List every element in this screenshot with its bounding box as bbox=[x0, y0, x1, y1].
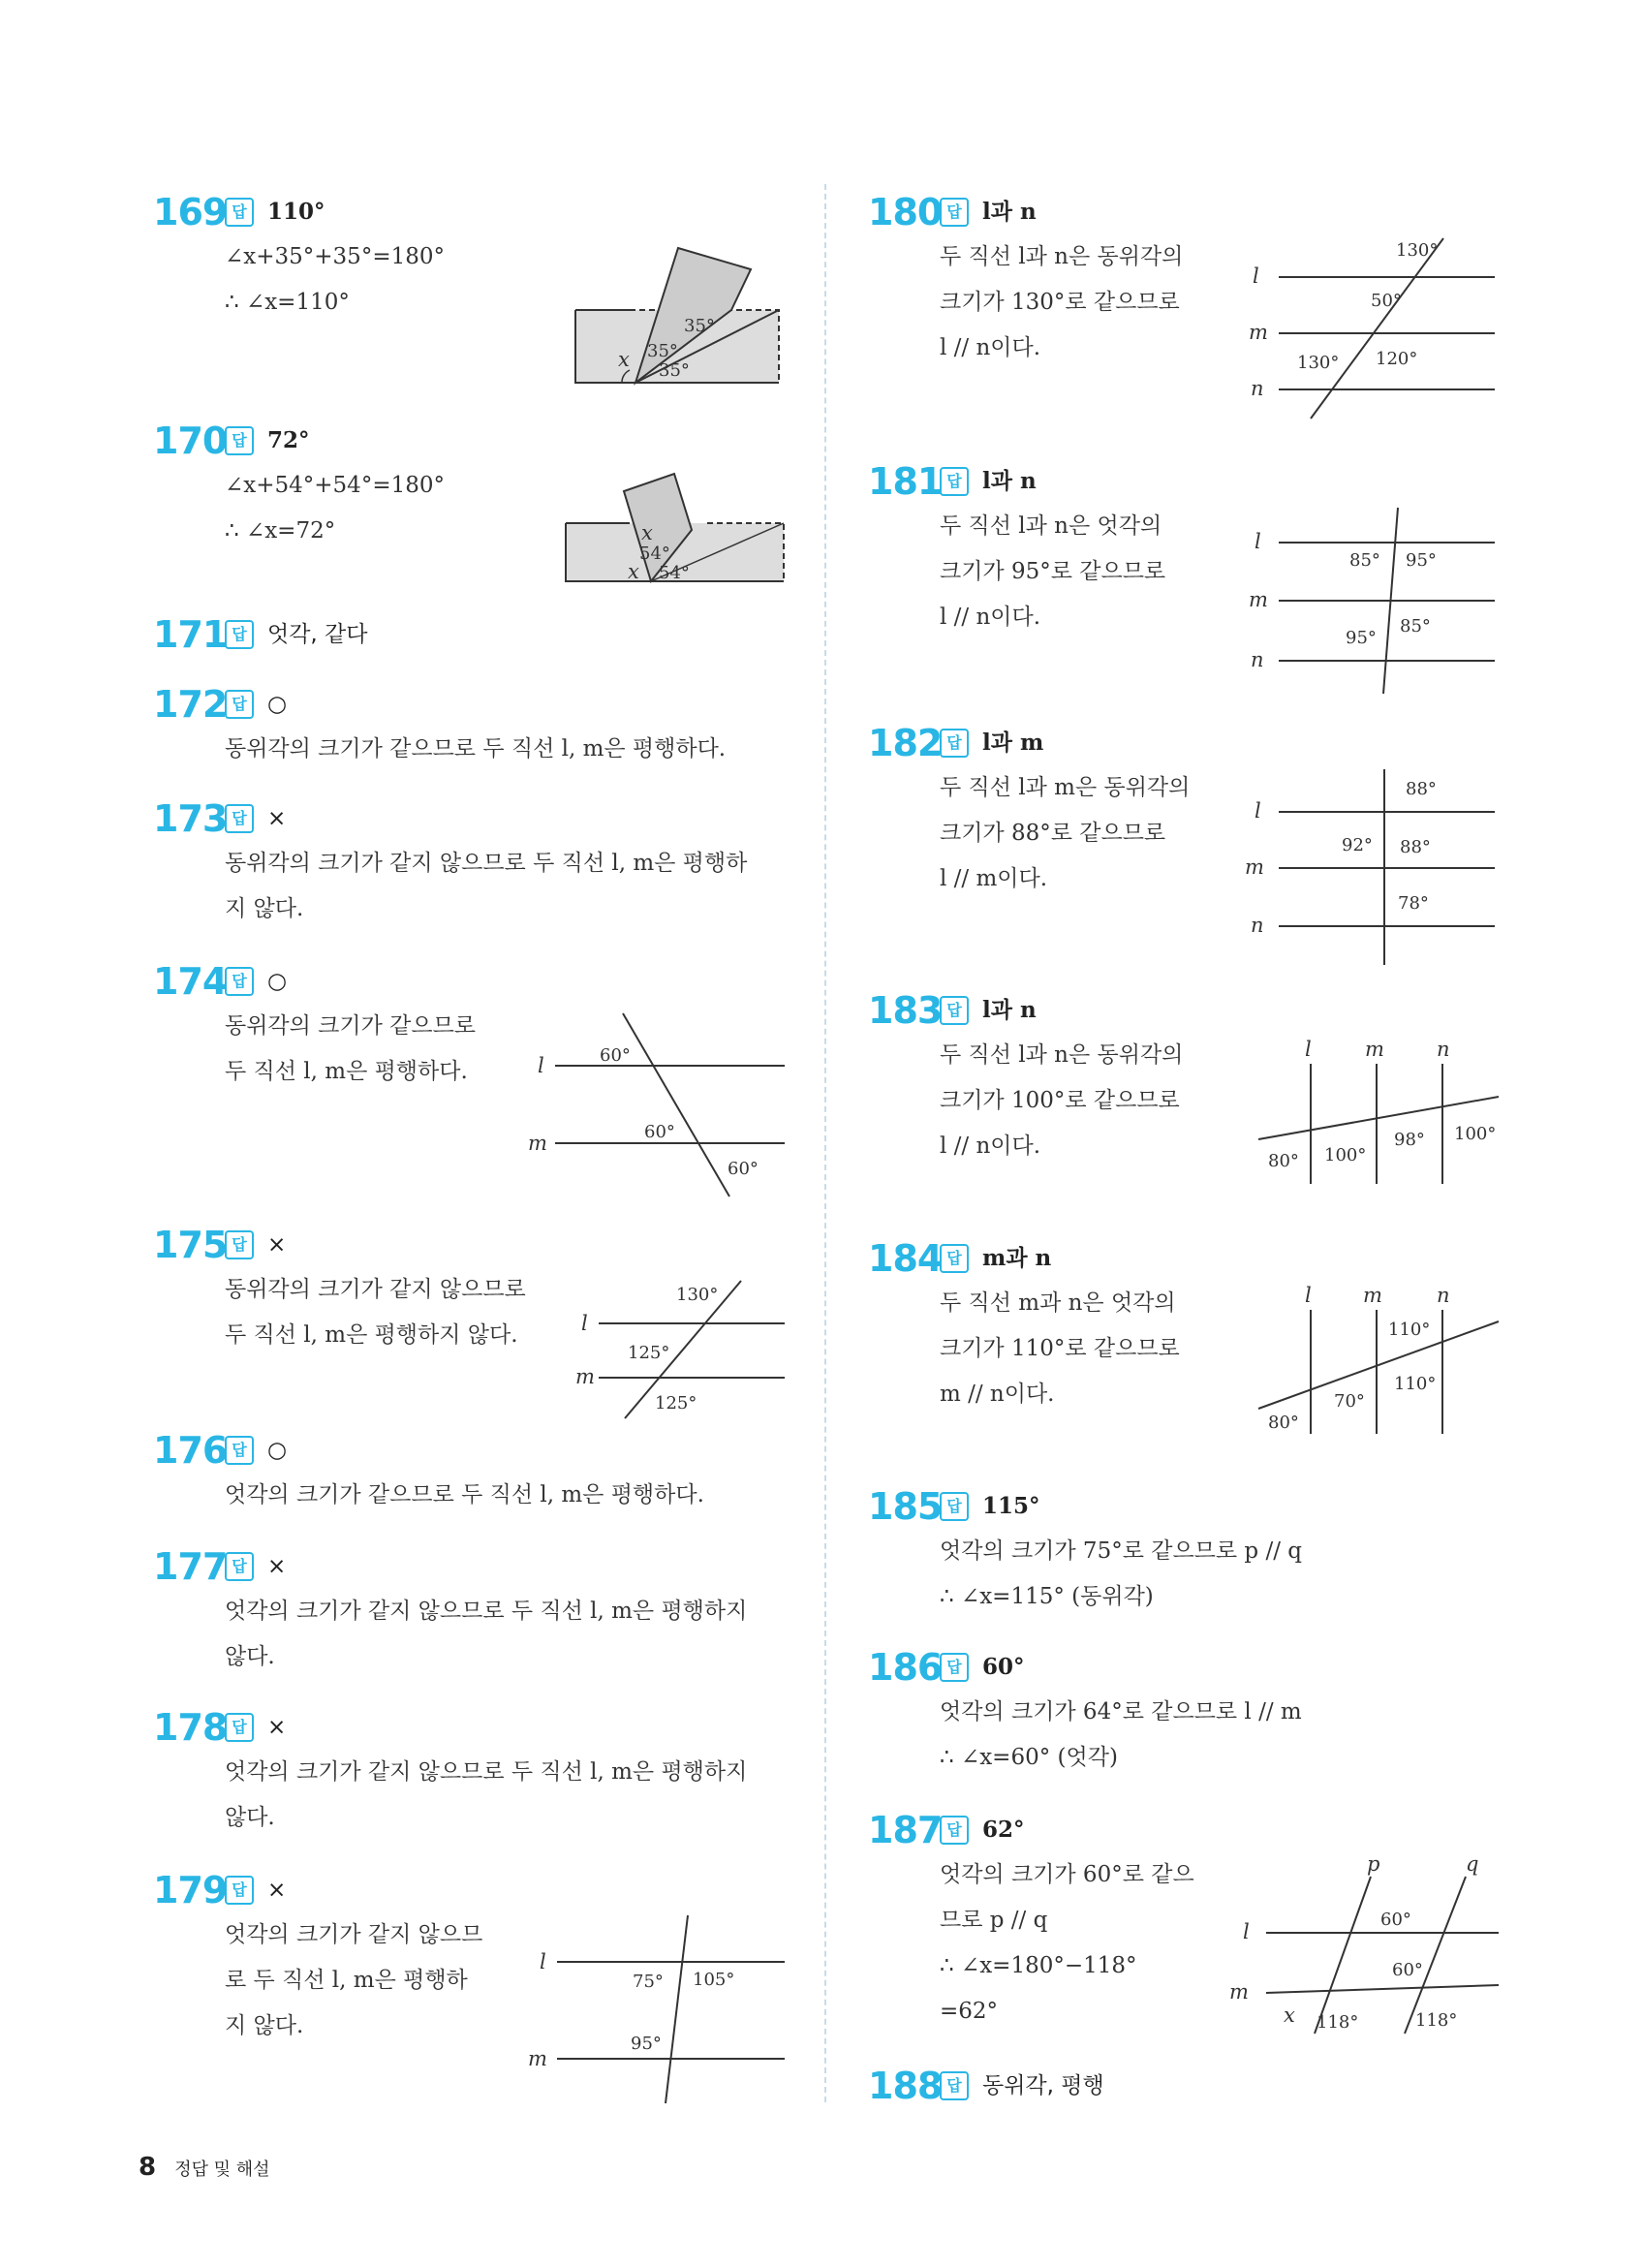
problem-number: 178 bbox=[153, 1706, 228, 1749]
figure-175-lines bbox=[572, 1277, 790, 1422]
solution-line: 엇각의 크기가 같으므로 두 직선 l, m은 평행하다. bbox=[225, 1482, 704, 1507]
angle-label: 125° bbox=[655, 1393, 697, 1414]
answer: 115° bbox=[982, 1493, 1040, 1519]
page-number: 8 bbox=[139, 2153, 157, 2182]
answer-badge: 답 bbox=[225, 804, 254, 833]
solution-line: l // n이다. bbox=[940, 605, 1041, 630]
problem-175 bbox=[153, 1223, 526, 1358]
solution-line: ∴ ∠x=115° (동위각) bbox=[940, 1584, 1154, 1609]
angle-label: 98° bbox=[1394, 1130, 1425, 1150]
figure-179-lines bbox=[528, 1913, 790, 2107]
angle-label: 110° bbox=[1388, 1320, 1431, 1340]
problem-173 bbox=[153, 796, 747, 932]
figure-174-parallel-lines bbox=[528, 1008, 790, 1201]
line-label-n: n bbox=[1251, 648, 1264, 671]
answer: 62° bbox=[982, 1817, 1025, 1843]
line-label-p: p bbox=[1367, 1855, 1380, 1876]
figure-181-lines bbox=[1245, 504, 1502, 698]
solution-line: 크기가 100°로 같으므로 bbox=[940, 1088, 1180, 1113]
answer-badge: 답 bbox=[940, 1492, 969, 1521]
problem-187 bbox=[868, 1808, 1194, 2035]
problem-number: 174 bbox=[153, 960, 228, 1003]
line-label-m: m bbox=[1245, 855, 1264, 879]
angle-label: 118° bbox=[1415, 2010, 1458, 2031]
problem-182 bbox=[868, 721, 1190, 902]
solution-line: =62° bbox=[940, 1999, 999, 2024]
solution-line: 두 직선 l과 n은 동위각의 bbox=[940, 244, 1184, 269]
angle-label: 60° bbox=[1392, 1960, 1423, 1980]
angle-label: 110° bbox=[1394, 1374, 1437, 1394]
angle-label: 130° bbox=[1396, 240, 1439, 261]
problem-number: 183 bbox=[868, 989, 943, 1032]
angle-label: 92° bbox=[1342, 835, 1373, 855]
solution-line: 엇각의 크기가 75°로 같으므로 p // q bbox=[940, 1538, 1302, 1564]
solution-line: 두 직선 m과 n은 엇각의 bbox=[940, 1290, 1176, 1316]
problem-178 bbox=[153, 1705, 747, 1841]
angle-label: 105° bbox=[693, 1970, 735, 1990]
line-label-m: m bbox=[1249, 588, 1268, 611]
angle-label: 80° bbox=[1268, 1151, 1299, 1171]
column-divider bbox=[824, 184, 826, 2102]
answer-badge: 답 bbox=[940, 1653, 969, 1682]
solution-line: 두 직선 l, m은 평행하지 않다. bbox=[225, 1322, 518, 1348]
problem-number: 181 bbox=[868, 460, 943, 503]
problem-180 bbox=[868, 190, 1183, 371]
solution-line: l // m이다. bbox=[940, 866, 1048, 891]
angle-label: x bbox=[641, 521, 653, 544]
answer: × bbox=[267, 1232, 287, 1258]
angle-label: 60° bbox=[600, 1045, 631, 1066]
angle-label: 60° bbox=[644, 1122, 675, 1142]
page-footer bbox=[139, 2153, 270, 2182]
answer-badge: 답 bbox=[225, 1876, 254, 1905]
line-label-l: l bbox=[1243, 1920, 1250, 1943]
solution-line: 동위각의 크기가 같지 않으므로 bbox=[225, 1277, 526, 1302]
footer-title: 정답 및 해설 bbox=[174, 2159, 270, 2180]
problem-number: 170 bbox=[153, 419, 228, 462]
figure-169-folded-paper bbox=[572, 242, 785, 388]
line-label-l: l bbox=[1253, 264, 1259, 288]
line-label-m: m bbox=[1249, 321, 1268, 344]
angle-label: 60° bbox=[1380, 1910, 1411, 1930]
line-label-l: l bbox=[1255, 530, 1261, 553]
solution-line: ∴ ∠x=110° bbox=[225, 290, 350, 315]
angle-label: 50° bbox=[1371, 291, 1402, 311]
angle-label: 54° bbox=[639, 544, 670, 564]
problem-183 bbox=[868, 988, 1183, 1169]
problem-number: 172 bbox=[153, 683, 228, 726]
problem-181 bbox=[868, 459, 1165, 640]
solution-line: 크기가 110°로 같으므로 bbox=[940, 1336, 1180, 1361]
problem-174 bbox=[153, 959, 476, 1095]
line-label-n: n bbox=[1251, 377, 1264, 400]
figure-182-lines bbox=[1245, 765, 1502, 969]
problem-number: 180 bbox=[868, 191, 943, 233]
angle-label: 80° bbox=[1268, 1413, 1299, 1433]
solution-line: 지 않다. bbox=[225, 2013, 304, 2038]
problem-186 bbox=[868, 1645, 1302, 1781]
answer-badge: 답 bbox=[225, 198, 254, 227]
answer: ○ bbox=[267, 692, 288, 717]
line-label-m: m bbox=[528, 2047, 547, 2070]
solution-line: m // n이다. bbox=[940, 1382, 1055, 1407]
answer: 동위각, 평행 bbox=[982, 2073, 1104, 2098]
answer-badge: 답 bbox=[940, 996, 969, 1025]
problem-number: 171 bbox=[153, 613, 228, 656]
solution-line: 두 직선 l과 n은 동위각의 bbox=[940, 1042, 1184, 1068]
answer: × bbox=[267, 806, 287, 831]
solution-line: ∴ ∠x=60° (엇각) bbox=[940, 1745, 1118, 1770]
solution-line: ∠x+54°+54°=180° bbox=[225, 473, 445, 498]
angle-label: 60° bbox=[728, 1159, 759, 1179]
answer-badge: 답 bbox=[940, 198, 969, 227]
answer-badge: 답 bbox=[225, 426, 254, 455]
angle-label: 35° bbox=[684, 316, 715, 336]
solution-line: 크기가 95°로 같으므로 bbox=[940, 559, 1166, 584]
answer: l과 n bbox=[982, 199, 1037, 225]
answer: 60° bbox=[982, 1654, 1025, 1680]
problem-185 bbox=[868, 1484, 1302, 1620]
solution-line: ∴ ∠x=180°−118° bbox=[940, 1953, 1137, 1978]
angle-label: 130° bbox=[676, 1285, 719, 1305]
line-label-l: l bbox=[538, 1054, 544, 1077]
solution-line: ∠x+35°+35°=180° bbox=[225, 244, 445, 269]
problem-179 bbox=[153, 1868, 482, 2049]
answer: l과 n bbox=[982, 997, 1037, 1023]
angle-label: 88° bbox=[1400, 837, 1431, 857]
solution-line: 로 두 직선 l, m은 평행하 bbox=[225, 1968, 468, 1993]
answer-badge: 답 bbox=[940, 467, 969, 496]
answer: ○ bbox=[267, 969, 288, 994]
problem-number: 175 bbox=[153, 1224, 228, 1266]
solution-line: ∴ ∠x=72° bbox=[225, 518, 336, 544]
angle-label: 85° bbox=[1349, 550, 1380, 571]
answer-badge: 답 bbox=[225, 1436, 254, 1465]
angle-label: 54° bbox=[659, 563, 690, 583]
solution-line: 크기가 88°로 같으므로 bbox=[940, 821, 1166, 846]
answer: 72° bbox=[267, 427, 310, 453]
problem-172 bbox=[153, 682, 726, 772]
answer-badge: 답 bbox=[940, 1816, 969, 1845]
angle-label: 85° bbox=[1400, 616, 1431, 637]
solution-line: l // n이다. bbox=[940, 1134, 1041, 1159]
answer-badge: 답 bbox=[225, 1552, 254, 1581]
angle-label: 35° bbox=[659, 360, 690, 381]
problem-number: 184 bbox=[868, 1237, 943, 1280]
problem-184 bbox=[868, 1236, 1180, 1417]
line-label-m: m bbox=[1363, 1284, 1382, 1307]
answer-badge: 답 bbox=[940, 2071, 969, 2100]
problem-number: 173 bbox=[153, 797, 228, 840]
angle-label: 70° bbox=[1334, 1391, 1365, 1412]
solution-line: 지 않다. bbox=[225, 896, 304, 921]
answer: × bbox=[267, 1878, 287, 1903]
angle-label: 35° bbox=[647, 341, 678, 361]
solution-line: 두 직선 l, m은 평행하다. bbox=[225, 1059, 468, 1084]
problem-number: 187 bbox=[868, 1809, 943, 1851]
line-label-m: m bbox=[528, 1132, 547, 1155]
solution-line: 동위각의 크기가 같으므로 두 직선 l, m은 평행하다. bbox=[225, 736, 727, 761]
answer: ○ bbox=[267, 1438, 288, 1463]
answer: 엇각, 같다 bbox=[267, 622, 368, 647]
answer: l과 m bbox=[982, 730, 1044, 756]
problem-176 bbox=[153, 1428, 704, 1518]
answer-badge: 답 bbox=[225, 620, 254, 649]
problem-number: 179 bbox=[153, 1869, 228, 1911]
solution-line: 엇각의 크기가 같지 않으므로 두 직선 l, m은 평행하지 bbox=[225, 1599, 748, 1624]
answer-badge: 답 bbox=[225, 1713, 254, 1742]
solution-line: 않다. bbox=[225, 1805, 275, 1830]
solution-line: 동위각의 크기가 같으므로 bbox=[225, 1013, 477, 1039]
answer: m과 n bbox=[982, 1245, 1052, 1271]
line-label-q: q bbox=[1466, 1855, 1479, 1876]
solution-line: 엇각의 크기가 같지 않으므 bbox=[225, 1922, 483, 1947]
angle-label: 78° bbox=[1398, 893, 1429, 914]
angle-label: x bbox=[1284, 2004, 1295, 2027]
solution-line: 엇각의 크기가 60°로 같으 bbox=[940, 1862, 1194, 1887]
answer: × bbox=[267, 1715, 287, 1740]
answer-badge: 답 bbox=[225, 967, 254, 996]
solution-line: 크기가 130°로 같으므로 bbox=[940, 290, 1180, 315]
angle-label: x bbox=[628, 560, 639, 583]
problem-number: 177 bbox=[153, 1545, 228, 1588]
line-label-m: m bbox=[1229, 1980, 1249, 2004]
solution-line: 엇각의 크기가 같지 않으므로 두 직선 l, m은 평행하지 bbox=[225, 1759, 748, 1785]
angle-label: 75° bbox=[633, 1972, 664, 1992]
problem-number: 176 bbox=[153, 1429, 228, 1472]
line-label-l: l bbox=[1255, 799, 1261, 823]
line-label-l: l bbox=[1305, 1038, 1312, 1061]
answer-badge: 답 bbox=[225, 690, 254, 719]
line-label-n: n bbox=[1437, 1284, 1450, 1307]
solution-line: 동위각의 크기가 같지 않으므로 두 직선 l, m은 평행하 bbox=[225, 851, 748, 876]
figure-180-lines bbox=[1245, 233, 1502, 426]
angle-label: 120° bbox=[1376, 349, 1418, 369]
figure-184-lines bbox=[1255, 1281, 1506, 1441]
angle-label: x bbox=[618, 348, 630, 371]
line-label-l: l bbox=[1305, 1284, 1312, 1307]
line-label-m: m bbox=[575, 1365, 595, 1388]
angle-label: 100° bbox=[1324, 1145, 1367, 1165]
solution-line: 므로 p // q bbox=[940, 1908, 1048, 1933]
problem-number: 169 bbox=[153, 191, 228, 233]
line-label-n: n bbox=[1437, 1038, 1450, 1061]
figure-170-folded-paper bbox=[562, 470, 790, 586]
problem-177 bbox=[153, 1544, 747, 1680]
angle-label: 100° bbox=[1454, 1124, 1497, 1144]
angle-label: 95° bbox=[1406, 550, 1437, 571]
solution-line: 않다. bbox=[225, 1644, 275, 1669]
solution-line: l // n이다. bbox=[940, 335, 1041, 360]
angle-label: 95° bbox=[631, 2034, 662, 2054]
answer-badge: 답 bbox=[940, 1244, 969, 1273]
figure-187-lines bbox=[1225, 1855, 1506, 2049]
problem-number: 182 bbox=[868, 722, 943, 764]
answer: l과 n bbox=[982, 468, 1037, 494]
line-label-l: l bbox=[581, 1312, 588, 1335]
solution-line: 두 직선 l과 n은 엇각의 bbox=[940, 513, 1162, 539]
solution-line: 엇각의 크기가 64°로 같으므로 l // m bbox=[940, 1699, 1302, 1724]
problem-number: 185 bbox=[868, 1485, 943, 1528]
problem-number: 186 bbox=[868, 1646, 943, 1689]
answer: × bbox=[267, 1554, 287, 1579]
problem-number: 188 bbox=[868, 2065, 943, 2107]
angle-label: 130° bbox=[1297, 353, 1340, 373]
problem-169 bbox=[153, 190, 445, 326]
solution-line: 두 직선 l과 m은 동위각의 bbox=[940, 775, 1191, 800]
angle-label: 88° bbox=[1406, 779, 1437, 799]
angle-label: 95° bbox=[1346, 628, 1377, 648]
line-label-l: l bbox=[540, 1950, 546, 1973]
angle-label: 125° bbox=[628, 1343, 670, 1363]
angle-label: 118° bbox=[1317, 2012, 1359, 2033]
line-label-m: m bbox=[1365, 1038, 1384, 1061]
figure-183-lines bbox=[1255, 1035, 1506, 1190]
line-label-n: n bbox=[1251, 914, 1264, 937]
answer-badge: 답 bbox=[225, 1230, 254, 1259]
problem-170 bbox=[153, 419, 445, 554]
answer: 110° bbox=[267, 199, 325, 225]
answer-badge: 답 bbox=[940, 729, 969, 758]
